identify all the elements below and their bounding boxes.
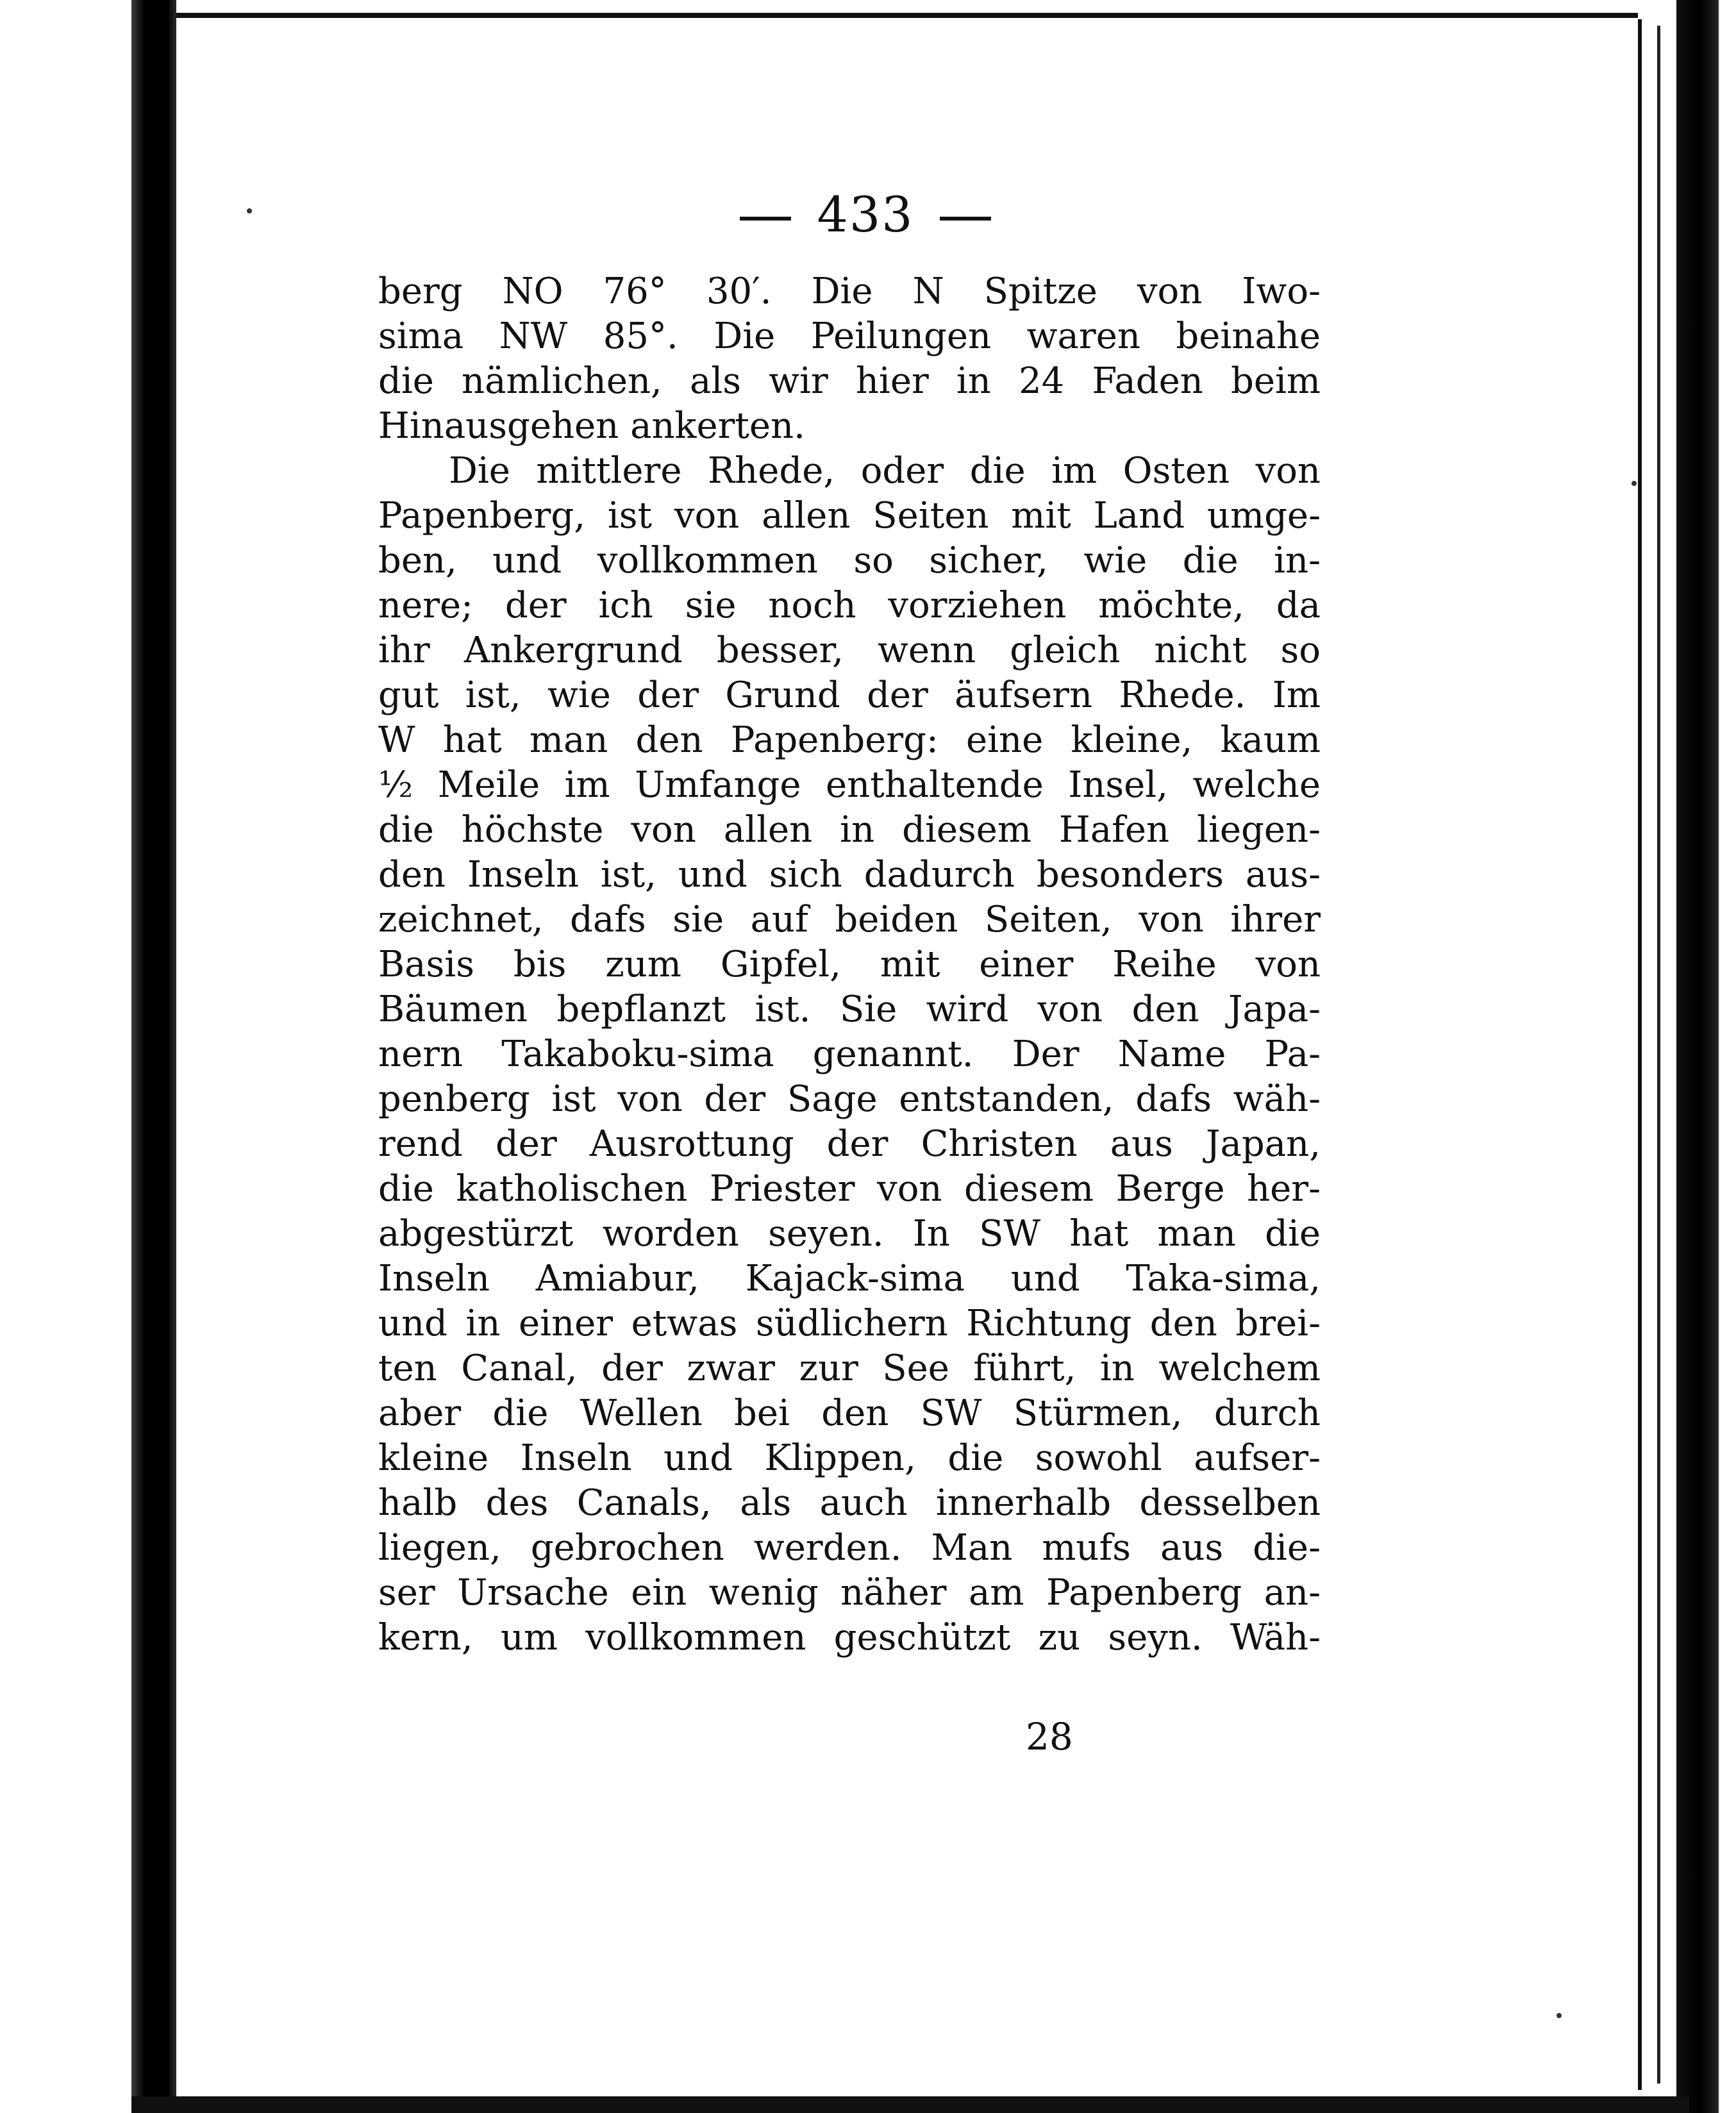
dash-right [940, 217, 991, 221]
text-line: Hinausgehen ankerten. [378, 405, 805, 447]
text-line: Bäumen bepflanzt ist. Sie wird von den Japa- [378, 989, 1321, 1030]
signature-mark: 28 [1026, 1715, 1073, 1758]
ink-speck [1557, 2013, 1562, 2018]
text-line: penberg ist von der Sage entstanden, dafs wäh- [378, 1078, 1321, 1120]
text-line: Papenberg, ist von allen Seiten mit Land umge- [378, 495, 1321, 537]
page-edge [1657, 26, 1672, 2084]
text-line: W hat man den Papenberg: eine kleine, kaum [378, 719, 1321, 761]
text-line: halb des Canals, als auch innerhalb desselben [378, 1482, 1321, 1524]
text-line: die höchste von allen in diesem Hafen liegen- [378, 809, 1321, 851]
text-line: liegen, gebrochen werden. Man mufs aus die- [378, 1527, 1321, 1569]
text-line: Basis bis zum Gipfel, mit einer Reihe von [378, 944, 1321, 985]
text-line: Inseln Amiabur, Kajack-sima und Taka-sima, [378, 1258, 1321, 1299]
text-line: gut ist, wie der Grund der äufsern Rhede. Im [378, 674, 1321, 716]
right-margin-shadow [1676, 0, 1736, 2113]
text-line: kleine Inseln und Klippen, die sowohl aufser- [378, 1437, 1321, 1479]
text-line: kern, um vollkommen geschützt zu seyn. Wäh- [378, 1617, 1321, 1658]
text-line: ten Canal, der zwar zur See führt, in welchem [378, 1348, 1321, 1389]
text-line: ihr Ankergrund besser, wenn gleich nicht so [378, 630, 1321, 671]
text-line: rend der Ausrottung der Christen aus Japan, [378, 1123, 1321, 1165]
text-line: nere; der ich sie noch vorziehen möchte, da [378, 585, 1321, 626]
page-header [705, 186, 1026, 243]
text-line: aber die Wellen bei den SW Stürmen, durch [378, 1392, 1321, 1434]
text-line: den Inseln ist, und sich dadurch besonders aus- [378, 854, 1321, 896]
text-line: zeichnet, dafs sie auf beiden Seiten, von ihrer [378, 899, 1321, 940]
left-page [0, 0, 131, 2113]
ink-speck [1632, 481, 1637, 486]
bottom-shadow [131, 2096, 1689, 2113]
text-line: nern Takaboku-sima genannt. Der Name Pa- [378, 1033, 1321, 1075]
text-line: und in einer etwas südlichern Richtung den brei- [378, 1303, 1321, 1344]
text-line: abgestürzt worden seyen. In SW hat man die [378, 1213, 1321, 1255]
text-line: Die mittlere Rhede, oder die im Osten von [449, 450, 1321, 492]
book-gutter [131, 0, 176, 2113]
body-text [378, 269, 1321, 1660]
text-line: ser Ursache ein wenig näher am Papenberg an- [378, 1572, 1321, 1614]
text-line: ½ Meile im Umfange enthaltende Insel, welche [378, 764, 1321, 806]
text-line: ben, und vollkommen so sicher, wie die in- [378, 540, 1321, 581]
page-number: 433 [817, 186, 914, 243]
dash-left [740, 217, 791, 221]
text-line: sima NW 85°. Die Peilungen waren beinahe [378, 315, 1321, 357]
text-line: die katholischen Priester von diesem Berge her- [378, 1168, 1321, 1210]
text-line: die nämlichen, als wir hier in 24 Faden beim [378, 360, 1321, 402]
ink-speck [247, 208, 252, 213]
text-line: berg NO 76° 30′. Die N Spitze von Iwo- [378, 271, 1321, 312]
